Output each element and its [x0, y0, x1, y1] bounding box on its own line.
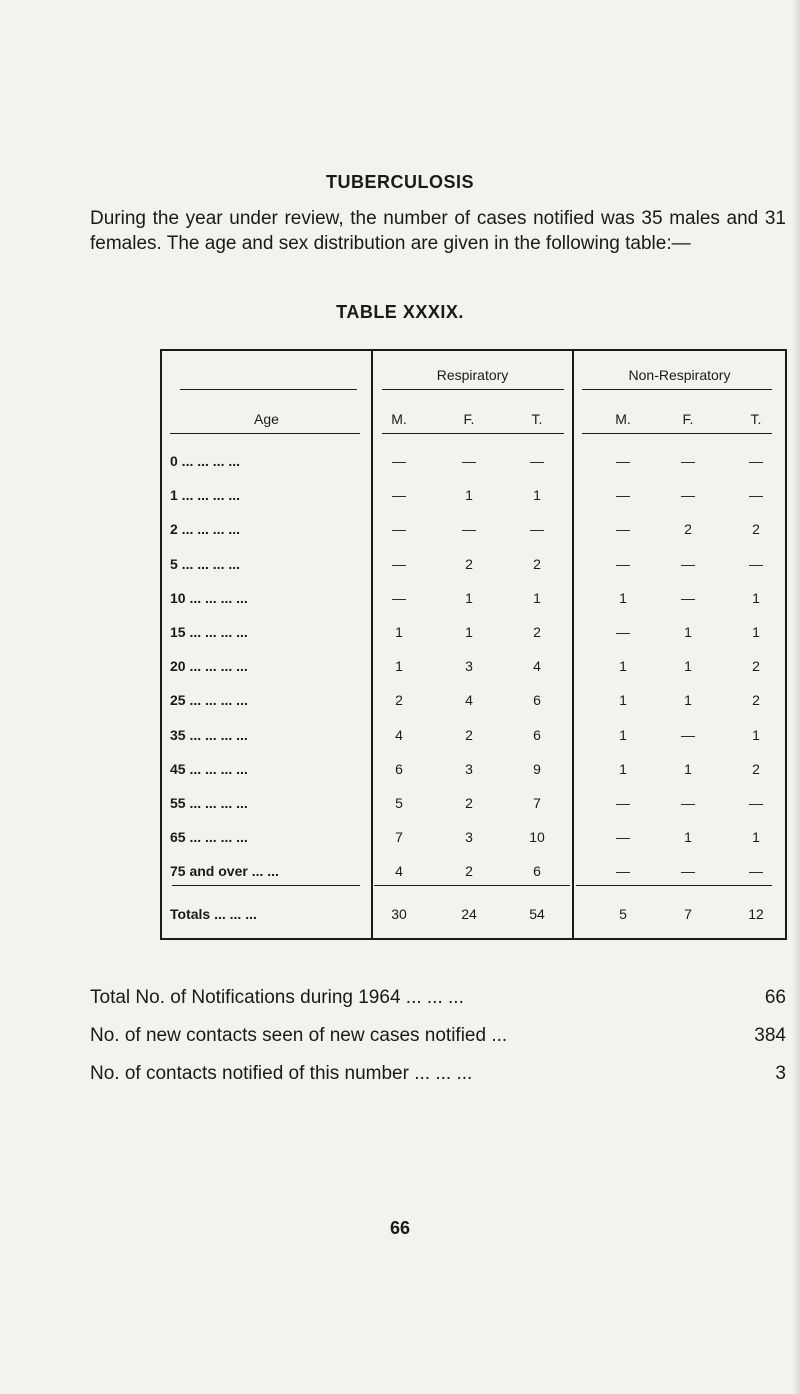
value-cell-resp-m: —	[392, 521, 406, 537]
value-cell-resp-t: 6	[533, 727, 541, 743]
value-cell-resp-f: 3	[465, 658, 473, 674]
value-cell-nonresp-t: 2	[752, 521, 760, 537]
value-cell-resp-f: —	[462, 521, 476, 537]
age-cell: 65 ... ... ... ...	[170, 829, 248, 845]
group-header-respiratory: Respiratory	[436, 367, 509, 383]
value-cell-resp-m: 1	[395, 658, 403, 674]
page-number: 66	[389, 1218, 411, 1238]
value-cell-resp-m: 7	[395, 829, 403, 845]
summary-value: 66	[764, 987, 786, 1008]
value-cell-nonresp-t: 2	[752, 692, 760, 708]
totals-label: Totals ... ... ...	[170, 906, 257, 922]
value-cell-resp-m: —	[392, 556, 406, 572]
totals-resp-m: 30	[391, 906, 407, 922]
value-cell-resp-t: —	[530, 521, 544, 537]
value-cell-nonresp-t: 2	[752, 658, 760, 674]
sub-header-nonresp-m: M.	[615, 411, 631, 427]
rule-age-header-bottom	[170, 433, 360, 434]
page-edge-shadow	[792, 0, 800, 1394]
value-cell-nonresp-m: 1	[619, 727, 627, 743]
summary-label: No. of contacts notified of this number ... ... ...	[90, 1063, 473, 1084]
totals-nonresp-m: 5	[619, 906, 627, 922]
value-cell-resp-f: 3	[465, 761, 473, 777]
value-cell-resp-m: —	[392, 487, 406, 503]
value-cell-nonresp-f: 1	[684, 692, 692, 708]
value-cell-nonresp-m: —	[616, 521, 630, 537]
value-cell-resp-m: 6	[395, 761, 403, 777]
age-cell: 15 ... ... ... ...	[170, 624, 248, 640]
value-cell-nonresp-m: —	[616, 487, 630, 503]
age-cell: 10 ... ... ... ...	[170, 590, 248, 606]
value-cell-nonresp-t: 1	[752, 829, 760, 845]
sub-header-nonresp-f: F.	[682, 411, 694, 427]
value-cell-nonresp-f: 1	[684, 624, 692, 640]
value-cell-resp-t: —	[530, 453, 544, 469]
value-cell-resp-f: 3	[465, 829, 473, 845]
summary-line-notifications	[90, 987, 786, 1009]
page-title: TUBERCULOSIS	[325, 172, 474, 192]
value-cell-nonresp-f: —	[681, 487, 695, 503]
tuberculosis-table	[160, 349, 787, 941]
value-cell-nonresp-t: —	[749, 556, 763, 572]
value-cell-nonresp-t: —	[749, 795, 763, 811]
value-cell-resp-m: 4	[395, 727, 403, 743]
sub-header-resp-t: T.	[531, 411, 543, 427]
value-cell-resp-t: 4	[533, 658, 541, 674]
divider-age-respiratory	[371, 349, 373, 940]
age-cell: 35 ... ... ... ...	[170, 727, 248, 743]
age-cell: 45 ... ... ... ...	[170, 761, 248, 777]
rule-respiratory-subheader	[382, 433, 564, 434]
value-cell-resp-m: 4	[395, 863, 403, 879]
value-cell-resp-m: 1	[395, 624, 403, 640]
value-cell-nonresp-t: —	[749, 863, 763, 879]
value-cell-nonresp-m: —	[616, 863, 630, 879]
value-cell-resp-t: 10	[529, 829, 545, 845]
value-cell-resp-m: 5	[395, 795, 403, 811]
value-cell-nonresp-f: —	[681, 795, 695, 811]
value-cell-nonresp-m: —	[616, 624, 630, 640]
value-cell-nonresp-f: —	[681, 453, 695, 469]
value-cell-nonresp-t: —	[749, 487, 763, 503]
value-cell-resp-f: 2	[465, 556, 473, 572]
age-cell: 55 ... ... ... ...	[170, 795, 248, 811]
value-cell-nonresp-t: 1	[752, 727, 760, 743]
group-header-nonrespiratory: Non-Respiratory	[628, 367, 731, 383]
value-cell-resp-t: 1	[533, 487, 541, 503]
totals-nonresp-f: 7	[684, 906, 692, 922]
value-cell-nonresp-f: —	[681, 556, 695, 572]
value-cell-resp-f: 2	[465, 795, 473, 811]
age-cell: 0 ... ... ... ...	[170, 453, 241, 469]
age-cell: 5 ... ... ... ...	[170, 556, 241, 572]
summary-label: No. of new contacts seen of new cases notified ...	[90, 1025, 508, 1046]
age-cell: 75 and over ... ...	[170, 863, 279, 879]
value-cell-nonresp-f: 1	[684, 829, 692, 845]
summary-value: 384	[754, 1025, 786, 1046]
age-cell: 25 ... ... ... ...	[170, 692, 248, 708]
summary-value: 3	[775, 1063, 786, 1084]
value-cell-nonresp-t: 1	[752, 624, 760, 640]
value-cell-nonresp-f: 1	[684, 761, 692, 777]
value-cell-resp-f: —	[462, 453, 476, 469]
totals-resp-f: 24	[461, 906, 477, 922]
value-cell-nonresp-m: 1	[619, 590, 627, 606]
value-cell-resp-t: 6	[533, 692, 541, 708]
rule-respiratory-group	[382, 389, 564, 390]
divider-respiratory-nonrespiratory	[572, 349, 574, 940]
value-cell-nonresp-m: 1	[619, 658, 627, 674]
age-cell: 20 ... ... ... ...	[170, 658, 248, 674]
totals-nonresp-t: 12	[748, 906, 764, 922]
table-left-border	[160, 349, 162, 940]
summary-label: Total No. of Notifications during 1964 ... ... ...	[90, 987, 464, 1008]
value-cell-resp-f: 2	[465, 727, 473, 743]
value-cell-resp-t: 9	[533, 761, 541, 777]
value-cell-resp-f: 1	[465, 624, 473, 640]
rule-nonrespiratory-group	[582, 389, 772, 390]
rule-nonrespiratory-subheader	[582, 433, 772, 434]
value-cell-resp-f: 1	[465, 487, 473, 503]
value-cell-resp-t: 2	[533, 556, 541, 572]
value-cell-resp-m: —	[392, 590, 406, 606]
value-cell-nonresp-m: 1	[619, 692, 627, 708]
value-cell-nonresp-f: —	[681, 590, 695, 606]
value-cell-resp-m: —	[392, 453, 406, 469]
age-header: Age	[254, 411, 279, 427]
value-cell-nonresp-f: 1	[684, 658, 692, 674]
rule-totals-age	[172, 885, 360, 886]
totals-resp-t: 54	[529, 906, 545, 922]
table-right-border	[785, 349, 787, 940]
value-cell-nonresp-f: —	[681, 863, 695, 879]
value-cell-resp-f: 1	[465, 590, 473, 606]
value-cell-resp-t: 2	[533, 624, 541, 640]
rule-totals-respiratory	[374, 885, 570, 886]
value-cell-nonresp-t: —	[749, 453, 763, 469]
age-cell: 2 ... ... ... ...	[170, 521, 241, 537]
table-title: TABLE XXXIX.	[336, 302, 464, 322]
sub-header-nonresp-t: T.	[750, 411, 762, 427]
value-cell-nonresp-m: —	[616, 556, 630, 572]
summary-line-contacts-notified	[90, 1063, 786, 1085]
value-cell-nonresp-m: —	[616, 795, 630, 811]
value-cell-resp-f: 4	[465, 692, 473, 708]
value-cell-nonresp-m: 1	[619, 761, 627, 777]
summary-line-contacts-seen	[90, 1025, 786, 1047]
rule-age-header-top	[180, 389, 357, 390]
rule-totals-nonrespiratory	[576, 885, 772, 886]
value-cell-resp-t: 1	[533, 590, 541, 606]
table-bottom-border	[160, 938, 787, 940]
sub-header-resp-m: M.	[391, 411, 407, 427]
value-cell-nonresp-m: —	[616, 453, 630, 469]
value-cell-resp-f: 2	[465, 863, 473, 879]
value-cell-nonresp-f: 2	[684, 521, 692, 537]
value-cell-resp-t: 6	[533, 863, 541, 879]
intro-paragraph: During the year under review, the number of cases notified was 35 males and 31 females. The age and sex distribution are given in the following table:—	[90, 208, 786, 254]
value-cell-nonresp-f: —	[681, 727, 695, 743]
value-cell-nonresp-t: 1	[752, 590, 760, 606]
sub-header-resp-f: F.	[463, 411, 475, 427]
value-cell-resp-m: 2	[395, 692, 403, 708]
value-cell-nonresp-m: —	[616, 829, 630, 845]
age-cell: 1 ... ... ... ...	[170, 487, 241, 503]
value-cell-nonresp-t: 2	[752, 761, 760, 777]
table-top-border	[160, 349, 787, 351]
value-cell-resp-t: 7	[533, 795, 541, 811]
